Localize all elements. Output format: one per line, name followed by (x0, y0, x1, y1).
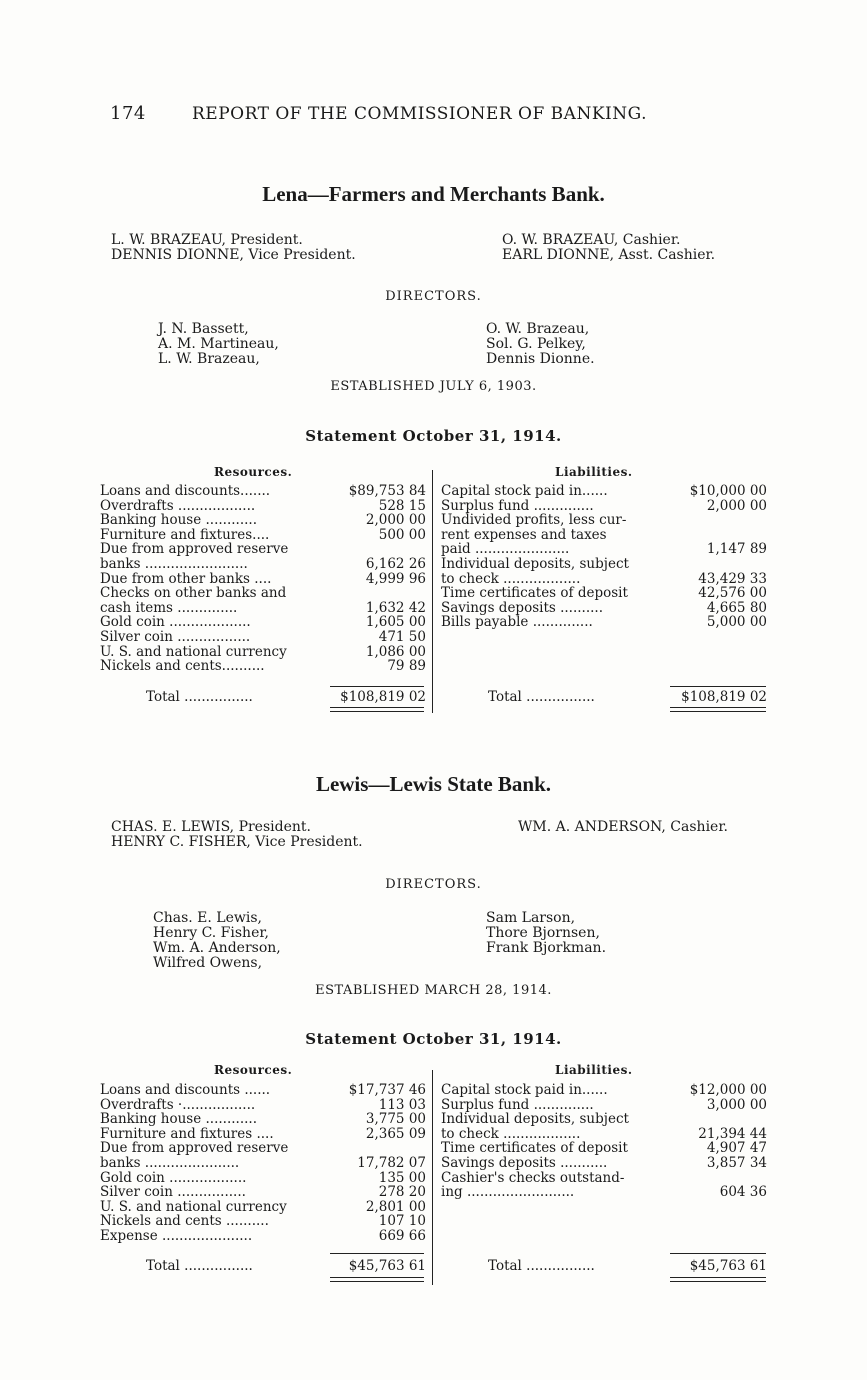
directors-heading: DIRECTORS. (385, 289, 482, 304)
table-row: to check .................. 43,429 33 (441, 570, 767, 587)
table-row: Silver coin ................ 278 20 (100, 1184, 426, 1201)
director: L. W. Brazeau, (158, 351, 260, 367)
liabilities-total: $45,763 61 (689, 1258, 767, 1274)
director: Sol. G. Pelkey, (486, 336, 586, 352)
table-row: Due from approved reserve (100, 541, 289, 558)
table-row: Surplus fund .............. 3,000 00 (441, 1096, 767, 1113)
table-row: to check .................. 21,394 44 (441, 1125, 767, 1142)
column-divider (432, 470, 433, 713)
table-row: Nickels and cents.......... 79 89 (100, 658, 426, 675)
officer: WM. A. ANDERSON, Cashier. (518, 819, 728, 835)
table-row: Gold coin ................... 1,605 00 (100, 614, 426, 631)
table-row: Banking house ............ 2,000 00 (100, 512, 426, 529)
officer: EARL DIONNE, Asst. Cashier. (502, 247, 716, 263)
table-row: rent expenses and taxes (441, 526, 607, 543)
table-row: banks ........................ 6,162 26 (100, 555, 426, 572)
table-row: Loans and discounts ...... $17,737 46 (100, 1082, 426, 1098)
double-rule (670, 711, 766, 712)
bank-title: Lewis—Lewis State Bank. (315, 772, 552, 796)
resources-total-label: Total ................ (146, 689, 253, 705)
resources-table (100, 484, 426, 674)
double-rule (330, 711, 424, 712)
sum-rule (670, 686, 766, 687)
officer: DENNIS DIONNE, Vice President. (111, 247, 356, 263)
directors-right (486, 322, 595, 367)
director: Chas. E. Lewis, (153, 910, 262, 926)
table-row: Due from approved reserve (100, 1140, 289, 1157)
officer: O. W. BRAZEAU, Cashier. (502, 232, 681, 248)
liabilities-total-label: Total ................ (488, 1258, 595, 1274)
table-row: Savings deposits .......... 4,665 80 (441, 599, 767, 616)
statement-heading: Statement October 31, 1914. (305, 1030, 562, 1048)
table-row: Bills payable .............. 5,000 00 (441, 614, 767, 631)
table-row: U. S. and national currency 1,086 00 (100, 643, 426, 660)
table-row: Surplus fund .............. 2,000 00 (441, 497, 767, 514)
director: Sam Larson, (486, 910, 576, 926)
officers-right (518, 820, 728, 835)
officer: L. W. BRAZEAU, President. (111, 232, 303, 248)
table-row: Furniture and fixtures.... 500 00 (100, 526, 426, 543)
running-header (110, 103, 647, 124)
report-title: REPORT OF THE COMMISSIONER OF BANKING. (192, 104, 647, 124)
double-rule (330, 707, 424, 708)
table-row: ing ......................... 604 36 (441, 1184, 767, 1201)
liabilities-heading: Liabilities. (555, 1063, 633, 1077)
established-date: ESTABLISHED JULY 6, 1903. (330, 379, 537, 394)
director: Wm. A. Anderson, (153, 940, 281, 956)
table-row: Nickels and cents .......... 107 10 (100, 1213, 426, 1230)
page-number: 174 (110, 103, 146, 124)
resources-heading: Resources. (214, 465, 293, 479)
established-date: ESTABLISHED MARCH 28, 1914. (315, 983, 552, 998)
directors-heading: DIRECTORS. (385, 877, 482, 892)
officers-left (111, 820, 363, 850)
table-row: Individual deposits, subject (441, 555, 629, 572)
director: A. M. Martineau, (158, 336, 279, 352)
liabilities-total-label: Total ................ (488, 689, 595, 705)
column-divider (432, 1070, 433, 1285)
table-row: Due from other banks .... 4,999 96 (100, 570, 426, 587)
director: J. N. Bassett, (158, 321, 249, 337)
directors-left (153, 911, 281, 971)
officer: HENRY C. FISHER, Vice President. (111, 834, 363, 850)
double-rule (670, 1281, 766, 1282)
director: O. W. Brazeau, (486, 321, 590, 337)
double-rule (670, 707, 766, 708)
table-row: Capital stock paid in...... $10,000 00 (441, 483, 767, 499)
table-row: Furniture and fixtures .... 2,365 09 (100, 1125, 426, 1142)
table-row: U. S. and national currency 2,801 00 (100, 1198, 426, 1215)
director: Henry C. Fisher, (153, 925, 269, 941)
resources-total-label: Total ................ (146, 1258, 253, 1274)
table-row: cash items .............. 1,632 42 (100, 599, 426, 616)
director: Wilfred Owens, (153, 955, 263, 971)
resources-heading: Resources. (214, 1063, 293, 1077)
table-row: Undivided profits, less cur- (441, 512, 627, 529)
sum-rule (330, 1253, 424, 1254)
officers-left (111, 233, 356, 263)
resources-table (100, 1083, 426, 1244)
director: Thore Bjornsen, (486, 925, 600, 941)
table-row: paid ...................... 1,147 89 (441, 541, 767, 558)
sum-rule (330, 686, 424, 687)
table-row: Savings deposits ........... 3,857 34 (441, 1154, 767, 1171)
double-rule (670, 1277, 766, 1278)
table-row: Loans and discounts....... $89,753 84 (100, 483, 426, 499)
liabilities-heading: Liabilities. (555, 465, 633, 479)
table-row: Individual deposits, subject (441, 1111, 629, 1128)
table-row: Gold coin .................. 135 00 (100, 1169, 426, 1186)
officers-right (502, 233, 715, 263)
table-row: Expense ..................... 669 66 (100, 1227, 426, 1244)
table-row: Checks on other banks and (100, 585, 287, 602)
sum-rule (670, 1253, 766, 1254)
directors-left (158, 322, 279, 367)
liabilities-table (441, 1083, 767, 1200)
table-row: Overdrafts ·................. 113 03 (100, 1096, 426, 1113)
officer: CHAS. E. LEWIS, President. (111, 819, 311, 835)
table-row: Capital stock paid in...... $12,000 00 (441, 1082, 767, 1098)
table-row: banks ...................... 17,782 07 (100, 1154, 426, 1171)
liabilities-total: $108,819 02 (681, 689, 767, 705)
resources-total: $108,819 02 (340, 689, 426, 705)
statement-heading: Statement October 31, 1914. (305, 427, 562, 445)
table-row: Overdrafts .................. 528 15 (100, 497, 426, 514)
table-row: Time certificates of deposit 4,907 47 (441, 1140, 767, 1157)
liabilities-table (441, 484, 767, 630)
resources-total: $45,763 61 (348, 1258, 426, 1274)
table-row: Cashier's checks outstand- (441, 1169, 625, 1186)
table-row: Time certificates of deposit 42,576 00 (441, 585, 767, 602)
double-rule (330, 1277, 424, 1278)
director: Frank Bjorkman. (486, 940, 607, 956)
bank-title: Lena—Farmers and Merchants Bank. (262, 182, 605, 206)
double-rule (330, 1281, 424, 1282)
director: Dennis Dionne. (486, 351, 595, 367)
table-row: Banking house ............ 3,775 00 (100, 1111, 426, 1128)
table-row: Silver coin ................. 471 50 (100, 628, 426, 645)
directors-right (486, 911, 606, 956)
